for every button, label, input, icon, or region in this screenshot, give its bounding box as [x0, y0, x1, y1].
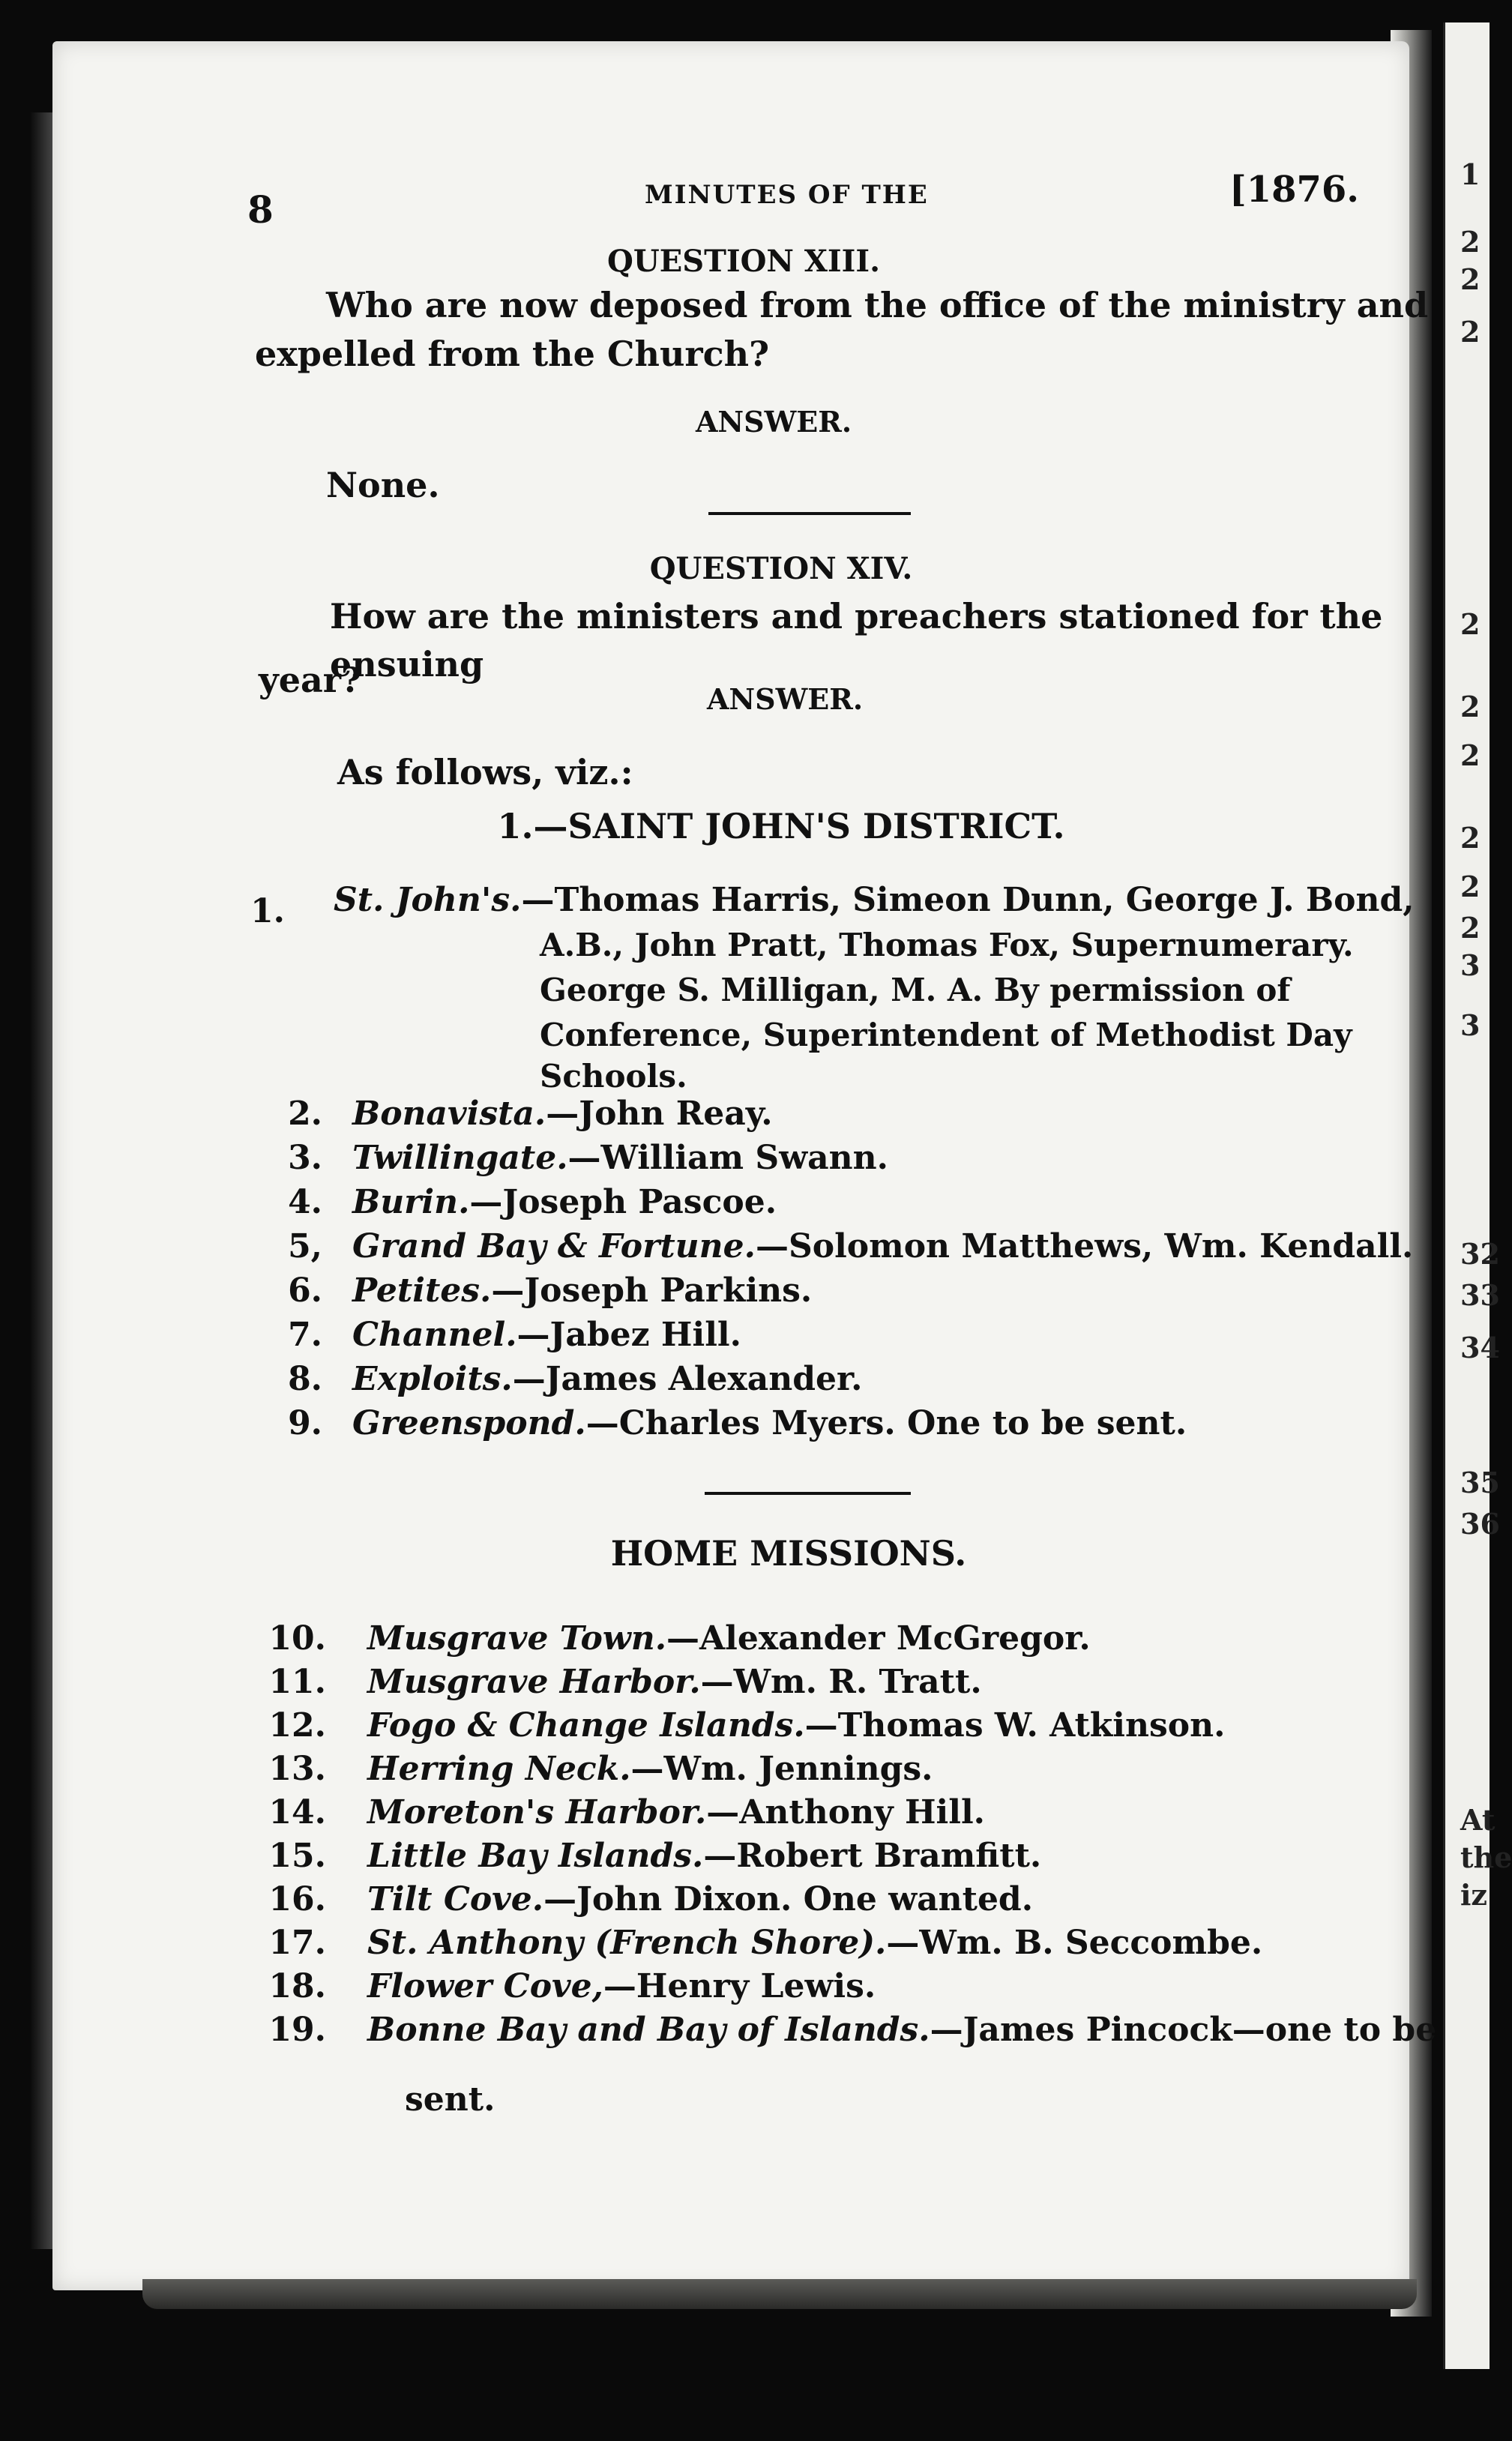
entry-number: 14. — [268, 1793, 326, 1831]
entry-number: 19. — [268, 2011, 326, 2049]
entry-place: Flower Cove, — [367, 1967, 603, 2005]
facing-page-fragment: 2 — [1460, 315, 1481, 349]
entry-number: 2. — [288, 1095, 322, 1133]
entry-ministers: —Solomon Matthews, Wm. Kendall. — [755, 1227, 1414, 1265]
question-13-text-line2: expelled from the Church? — [255, 334, 770, 374]
entry-place: Moreton's Harbor. — [367, 1793, 707, 1831]
entry-place: Little Bay Islands. — [367, 1837, 704, 1875]
facing-page-fragment: 3 — [1460, 948, 1481, 982]
entry-ministers: —Anthony Hill. — [706, 1793, 985, 1831]
facing-page-fragment: 2 — [1460, 870, 1481, 903]
entry-number: 5, — [288, 1227, 322, 1265]
entry-text — [367, 2007, 1436, 2053]
entry-ministers: —Alexander McGregor. — [666, 1619, 1091, 1658]
entry-continuation-line: A.B., John Pratt, Thomas Fox, Supernumerary. — [540, 927, 1354, 963]
entry-text — [352, 1268, 812, 1314]
entry-ministers: —Wm. R. Tratt. — [700, 1663, 982, 1701]
entry-text — [367, 1876, 1033, 1923]
entry-text — [367, 1833, 1041, 1879]
entry-number: 4. — [288, 1183, 322, 1221]
facing-page-fragment: 3 — [1460, 1008, 1481, 1042]
question-14-answer-heading: ANSWER. — [706, 682, 864, 716]
entry-number: 17. — [268, 1924, 326, 1962]
facing-page-fragment: 2 — [1460, 911, 1481, 945]
entry-number: 11. — [268, 1663, 326, 1701]
entry-number: 1. — [250, 892, 285, 930]
facing-page-fragment: 36 — [1460, 1507, 1500, 1541]
entry-text — [367, 1920, 1262, 1966]
entry-number: 13. — [268, 1750, 326, 1788]
section-divider — [708, 512, 911, 515]
entry-place: Bonavista. — [352, 1095, 546, 1133]
entry-text — [352, 1356, 863, 1403]
entry-place: St. Anthony (French Shore). — [367, 1924, 887, 1962]
home-missions-heading: HOME MISSIONS. — [610, 1533, 967, 1574]
entry-text — [352, 1091, 773, 1137]
entry-ministers: —John Reay. — [546, 1095, 773, 1133]
entry-place: Twillingate. — [352, 1139, 568, 1177]
entry-continuation-line: sent. — [405, 2080, 496, 2119]
entry-place: Burin. — [352, 1183, 470, 1221]
page-bottom-shadow — [142, 2279, 1417, 2309]
entry-place: Fogo & Change Islands. — [367, 1706, 805, 1745]
question-13-answer-heading: ANSWER. — [695, 405, 852, 439]
district-heading: 1.—SAINT JOHN'S DISTRICT. — [497, 806, 1065, 846]
entry-text — [352, 1179, 777, 1226]
entry-ministers: —Charles Myers. One to be sent. — [585, 1404, 1187, 1442]
entry-text — [352, 1135, 888, 1182]
entry-continuation-line: Schools. — [540, 1058, 687, 1095]
facing-page-fragment: 2 — [1460, 738, 1481, 772]
facing-page-fragment: 32 — [1460, 1237, 1500, 1271]
question-14-heading: QUESTION XIV. — [649, 551, 913, 586]
entry-ministers: —James Alexander. — [512, 1360, 863, 1398]
entry-number: 9. — [288, 1404, 322, 1442]
entry-ministers: —James Pincock—one to be — [930, 2011, 1437, 2049]
facing-page-fragment: 33 — [1460, 1278, 1500, 1312]
facing-page-fragment: 2 — [1460, 225, 1481, 259]
entry-number: 3. — [288, 1139, 322, 1177]
entry-number: 16. — [268, 1880, 326, 1918]
section-divider — [705, 1492, 911, 1495]
entry-number: 7. — [288, 1316, 322, 1354]
facing-page-fragment: 2 — [1460, 262, 1481, 296]
facing-page-edge — [1443, 22, 1490, 2369]
entry-ministers: —Wm. Jennings. — [630, 1750, 933, 1788]
entry-continuation-line: Conference, Superintendent of Methodist Day — [540, 1017, 1352, 1053]
page-number: 8 — [247, 187, 274, 232]
entry-continuation-line: George S. Milligan, M. A. By permission of — [540, 972, 1291, 1008]
facing-page-fragment: iz — [1460, 1878, 1488, 1912]
entry-place: Bonne Bay and Bay of Islands. — [367, 2011, 930, 2049]
entry-number: 8. — [288, 1360, 322, 1398]
entry-text — [367, 1616, 1091, 1662]
facing-page-fragment: the — [1460, 1840, 1512, 1874]
entry-ministers: —John Dixon. One wanted. — [543, 1880, 1034, 1918]
entry-ministers: —Jabez Hill. — [516, 1316, 741, 1354]
entry-text — [352, 1223, 1413, 1270]
entry-place: Grand Bay & Fortune. — [352, 1227, 756, 1265]
entry-place: Tilt Cove. — [367, 1880, 544, 1918]
entry-number: 12. — [268, 1706, 326, 1745]
entry-text — [367, 1659, 982, 1706]
entry-text — [367, 1790, 985, 1836]
entry-ministers: —Wm. B. Seccombe. — [886, 1924, 1263, 1962]
entry-place: Channel. — [352, 1316, 517, 1354]
entry-ministers: —Thomas W. Atkinson. — [804, 1706, 1226, 1745]
entry-place: Musgrave Harbor. — [367, 1663, 701, 1701]
entry-ministers: —William Swann. — [567, 1139, 888, 1177]
question-14-text-line1: How are the ministers and preachers stationed for the ensuing — [330, 596, 1383, 684]
entry-place: Greenspond. — [352, 1404, 586, 1442]
facing-page-fragment: 34 — [1460, 1331, 1500, 1364]
entry-text — [352, 1312, 741, 1358]
facing-page-fragment: 35 — [1460, 1466, 1500, 1499]
question-14-text-line2: year? — [259, 660, 361, 700]
entry-ministers: —Henry Lewis. — [603, 1967, 876, 2005]
entry-text — [352, 1400, 1187, 1447]
running-title: MINUTES OF THE — [645, 180, 929, 210]
facing-page-fragment: 1 — [1460, 157, 1481, 191]
entry-ministers: —Joseph Pascoe. — [469, 1183, 777, 1221]
facing-page-fragment: At — [1460, 1803, 1496, 1837]
entry-ministers: —Thomas Harris, Simeon Dunn, George J. Bond, — [521, 881, 1415, 919]
header-year: [1876. — [1229, 169, 1360, 211]
entry-number: 6. — [288, 1271, 322, 1310]
entry-number: 15. — [268, 1837, 326, 1875]
entry-ministers: —Joseph Parkins. — [491, 1271, 813, 1310]
entry-text — [367, 1963, 876, 2010]
entry-number: 18. — [268, 1967, 326, 2005]
facing-page-fragment: 2 — [1460, 690, 1481, 723]
entry-ministers: —Robert Bramfitt. — [703, 1837, 1042, 1875]
entry-place: Exploits. — [352, 1360, 513, 1398]
entry-text — [367, 1703, 1225, 1749]
facing-page-fragment: 2 — [1460, 821, 1481, 855]
entry-place: Musgrave Town. — [367, 1619, 667, 1658]
question-14-answer: As follows, viz.: — [337, 752, 633, 792]
question-13-heading: QUESTION XIII. — [606, 244, 880, 279]
running-header — [0, 169, 1487, 232]
entry-place: Herring Neck. — [367, 1750, 631, 1788]
entry-place: Petites. — [352, 1271, 492, 1310]
question-13-answer: None. — [326, 465, 440, 505]
entry-text — [367, 1746, 933, 1793]
facing-page-fragment: 2 — [1460, 607, 1481, 641]
entry-place: St. John's. — [334, 881, 522, 919]
question-13-text-line1: Who are now deposed from the office of the ministry and — [326, 285, 1429, 325]
entry-number: 10. — [268, 1619, 326, 1658]
